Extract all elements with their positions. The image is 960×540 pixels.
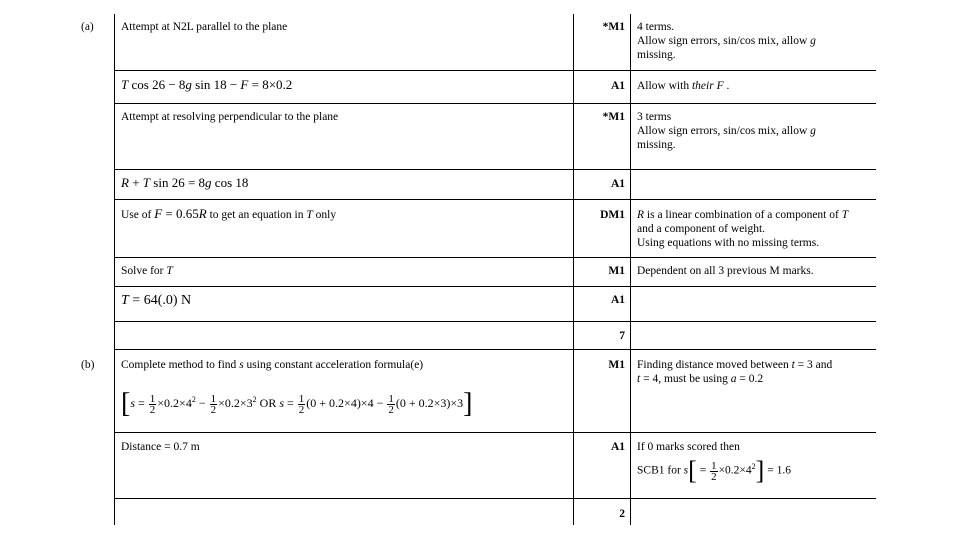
row-divider <box>114 169 876 170</box>
total-mark-a: 7 <box>619 330 625 342</box>
row-mark: M1 <box>608 359 625 371</box>
row-guidance: Allow with their F . <box>637 80 730 92</box>
equation-perpendicular: R + T sin 26 = 8g cos 18 <box>121 175 249 190</box>
row-description: Use of F = 0.65R to get an equation in T only <box>121 206 337 221</box>
row-description: Attempt at N2L parallel to the plane <box>121 21 288 33</box>
equation-distance-method: [s = $\frac{1}{2}$ $\times 0.2\times 4^2$ − $\frac{1}{2}$ $\times 0.2\times 3^2$ OR s = $\frac{1}{2}$ (0 + 0.2×4)×4 − $\frac{1}{2}$ (0 + 0.2×3)×3] <box>121 388 473 419</box>
table-border-marks-right <box>630 14 631 525</box>
row-divider <box>114 70 876 71</box>
part-label-b: (b) <box>81 359 95 371</box>
table-border-marks-left <box>573 14 574 525</box>
row-description: Distance = 0.7 m <box>121 441 200 453</box>
row-divider <box>114 432 876 433</box>
row-divider <box>114 103 876 104</box>
row-divider <box>114 349 876 350</box>
part-label-a: (a) <box>81 21 94 33</box>
row-guidance: Finding distance moved between t = 3 and t = 4, must be using a = 0.2 <box>637 359 833 385</box>
answer-tension: T = 64(.0) N <box>121 293 192 308</box>
row-mark: M1 <box>608 265 625 277</box>
row-divider <box>114 257 876 258</box>
row-description: Solve for T <box>121 265 173 277</box>
row-guidance: 4 terms. Allow sign errors, sin/cos mix, allow g missing. <box>637 21 816 61</box>
equation-n2l: T cos 26 − 8g sin 18 − F = 8×0.2 <box>121 77 293 92</box>
row-mark: A1 <box>610 294 625 306</box>
row-divider <box>114 498 876 499</box>
row-guidance: 3 terms Allow sign errors, sin/cos mix, allow g missing. <box>637 111 816 151</box>
row-mark: A1 <box>610 178 625 190</box>
table-border-left <box>114 14 115 525</box>
row-guidance: If 0 marks scored then SCB1 for s[ = $\frac{1}{2}$ $\times 0.2\times 4^2] = 1.6$ <box>637 441 791 485</box>
row-mark: *M1 <box>602 21 625 33</box>
row-mark: *M1 <box>602 111 625 123</box>
row-mark: A1 <box>610 441 625 453</box>
row-guidance: Dependent on all 3 previous M marks. <box>637 265 814 277</box>
row-description: Complete method to find s using constant acceleration formula(e) <box>121 359 424 371</box>
row-divider <box>114 286 876 287</box>
row-description: Attempt at resolving perpendicular to the plane <box>121 111 339 123</box>
row-mark: DM1 <box>600 209 625 221</box>
row-divider <box>114 199 876 200</box>
row-guidance: R is a linear combination of a component of T and a component of weight. Using equations with no missing terms. <box>637 209 849 249</box>
total-mark-b: 2 <box>619 508 625 520</box>
row-mark: A1 <box>610 80 625 92</box>
row-divider <box>114 321 876 322</box>
